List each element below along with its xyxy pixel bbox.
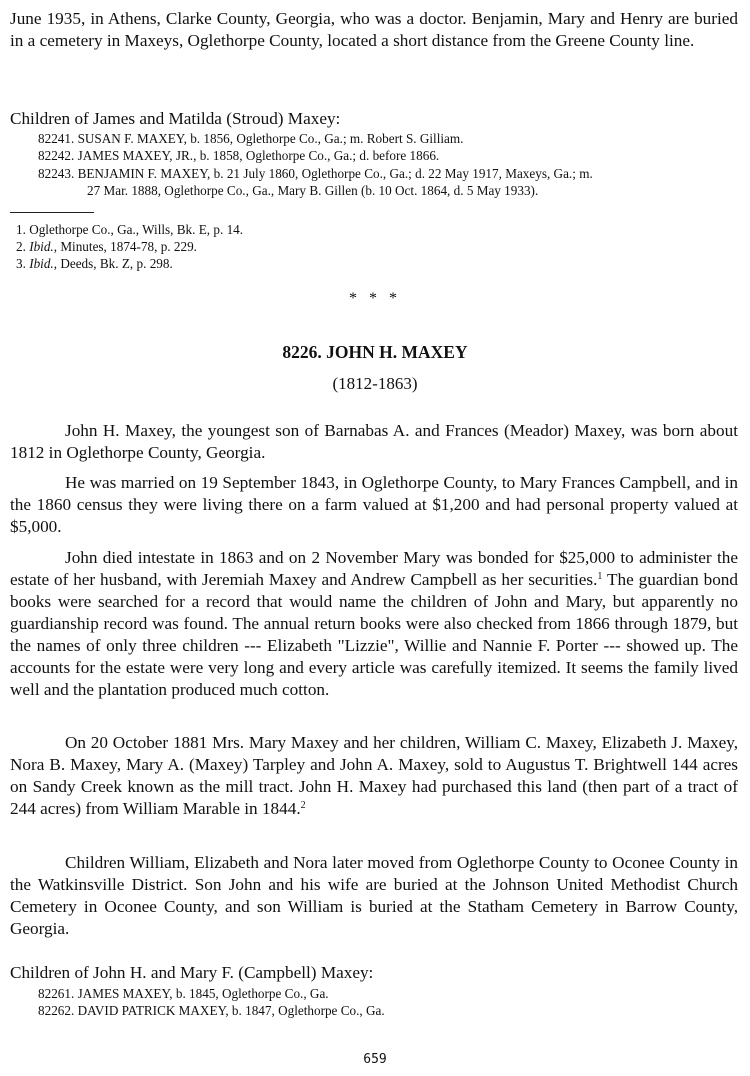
children-stroud-list (38, 130, 738, 200)
child-entry-continuation: 27 Mar. 1888, Oglethorpe Co., Ga., Mary B. Gillen (b. 10 Oct. 1864, d. 5 May 1933). (87, 183, 539, 199)
child-entry: 82262. DAVID PATRICK MAXEY, b. 1847, Oglethorpe Co., Ga. (38, 1003, 385, 1019)
footnote-number: 3. (16, 256, 26, 271)
children-campbell-heading: Children of John H. and Mary F. (Campbell) Maxey: (10, 963, 374, 982)
page-number: 659 (363, 1052, 387, 1067)
footnote-number: 2. (16, 239, 26, 254)
body-paragraph-5: Children William, Elizabeth and Nora later moved from Oglethorpe County to Oconee County in the Watkinsville District. Son John and his wife are buried at the Johnson United Methodist Church Cemetery in Oconee County, and son William is buried at the Statham Cemetery in Barrow County, Georgia. (10, 853, 738, 938)
footnotes (16, 221, 516, 272)
footnote-2 (16, 238, 516, 255)
paragraph-text: On 20 October 1881 Mrs. Mary Maxey and her children, William C. Maxey, Elizabeth J. Maxey, Nora B. Maxey, Mary A. (Maxey) Tarpley and John A. Maxey, sold to Augustus T. Brightwell 144 acres on Sandy Creek known as the mill tract. John H. Maxey had purchased this land (then part of a tract of 244 acres) from William Marable in 1844. (10, 733, 738, 818)
footnote-3 (16, 255, 516, 272)
footnote-1 (16, 221, 516, 238)
children-stroud-heading: Children of James and Matilda (Stroud) Maxey: (10, 109, 341, 128)
section-separator: * * * (349, 290, 401, 307)
child-entry: 82241. SUSAN F. MAXEY, b. 1856, Oglethorpe Co., Ga.; m. Robert S. Gilliam. (38, 131, 464, 146)
child-entry: 82243. BENJAMIN F. MAXEY, b. 21 July 1860, Oglethorpe Co., Ga.; d. 22 May 1917, Maxeys, Ga.; m. (38, 165, 593, 181)
footnote-text: , Minutes, 1874-78, p. 229. (53, 239, 197, 254)
footnote-ref: 1 (597, 571, 603, 582)
body-paragraph-4 (10, 732, 738, 820)
body-paragraph-1: John H. Maxey, the youngest son of Barnabas A. and Frances (Meador) Maxey, was born about 1812 in Oglethorpe County, Georgia. (10, 421, 738, 462)
body-paragraph-2: He was married on 19 September 1843, in Oglethorpe County, to Mary Frances Campbell, and in the 1860 census they were living there on a farm valued at $1,200 and had personal property valued at $5,000. (10, 473, 738, 536)
body-paragraph-3 (10, 547, 738, 701)
footnote-text: , Deeds, Bk. Z, p. 298. (53, 256, 173, 271)
section-heading: 8226. JOHN H. MAXEY (282, 342, 468, 362)
footnote-number: 1. (16, 222, 26, 237)
footnote-ref: 2 (300, 800, 306, 811)
paragraph-text: The guardian bond books were searched for a record that would name the children of John and Mary, but apparently no guardianship record was found. The annual return books were also checked from 1866 through 1879, but the names of only three children --- Elizabeth "Lizzie", Willie and Nannie F. Porter --- showed up. The accounts for the estate were very long and every article was carefully itemized. It seems the family lived well and the plantation produced much cotton. (10, 570, 738, 699)
child-entry: 82242. JAMES MAXEY, JR., b. 1858, Oglethorpe Co., Ga.; d. before 1866. (38, 148, 440, 164)
paragraph-text: John died intestate in 1863 and on 2 November Mary was bonded for $25,000 to administer the estate of her husband, with Jeremiah Maxey and Andrew Campbell as her securities. (10, 548, 738, 589)
footnote-text: Oglethorpe Co., Ga., Wills, Bk. E, p. 14. (29, 222, 244, 237)
footnote-ibid: Ibid. (29, 239, 54, 254)
footnote-ibid: Ibid. (29, 256, 54, 271)
footnote-rule (10, 212, 94, 213)
section-dates: (1812-1863) (332, 374, 418, 393)
child-entry: 82261. JAMES MAXEY, b. 1845, Oglethorpe Co., Ga. (38, 986, 329, 1001)
children-campbell-list (38, 985, 738, 1020)
intro-paragraph: June 1935, in Athens, Clarke County, Georgia, who was a doctor. Benjamin, Mary and Henry are buried in a cemetery in Maxeys, Oglethorpe County, located a short distance from the Greene County line. (10, 9, 738, 50)
